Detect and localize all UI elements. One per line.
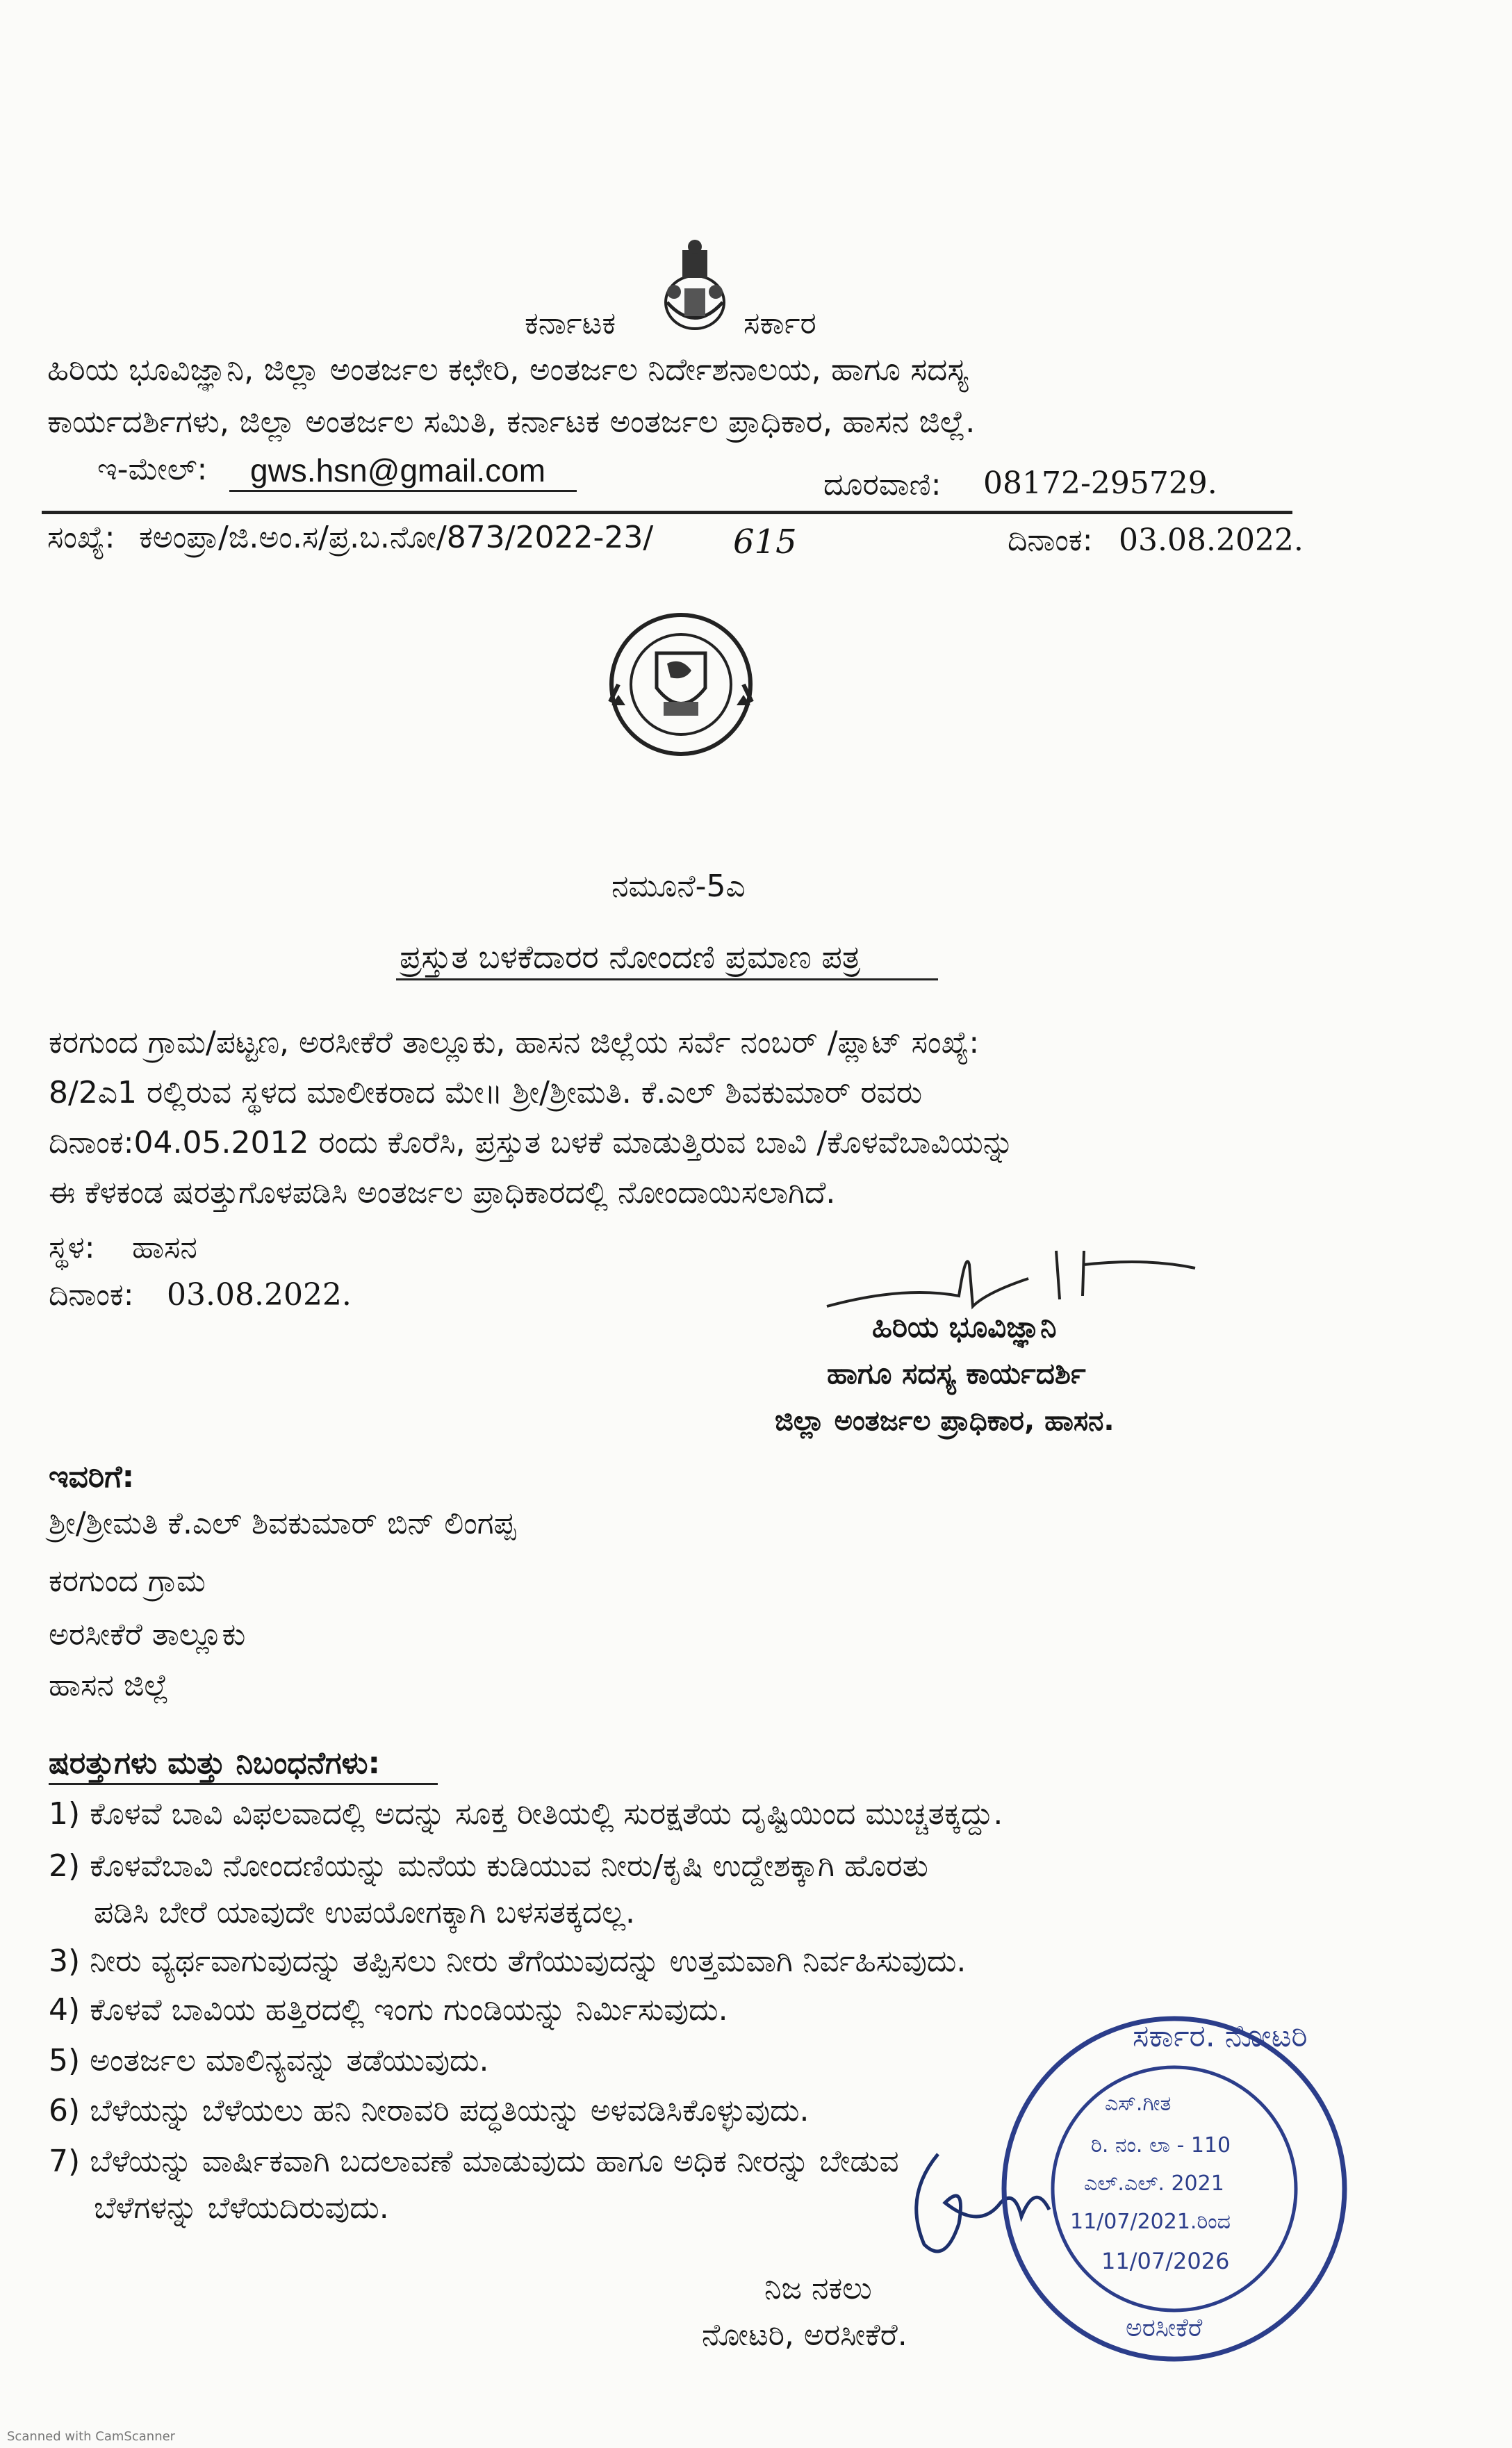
date-label: ದಿನಾಂಕ:	[1008, 523, 1093, 558]
condition-item: 7) ಬೆಳೆಯನ್ನು ವಾರ್ಷಿಕವಾಗಿ ಬದಲಾವಣೆ ಮಾಡುವುದು ಹಾಗೂ ಅಧಿಕ ನೀರನ್ನು ಬೇಡುವ	[49, 2144, 899, 2179]
groundwater-authority-logo-icon	[598, 605, 764, 764]
seal-year: ಎಲ್.ಎಲ್. 2021	[1084, 2171, 1224, 2196]
condition-item: 6) ಬೆಳೆಯನ್ನು ಬೆಳೆಯಲು ಹನಿ ನೀರಾವರಿ ಪದ್ಧತಿಯನ್ನು ಅಳವಡಿಸಿಕೊಳ್ಳುವುದು.	[49, 2093, 810, 2128]
body-line-4: ಈ ಕೆಳಕಂಡ ಷರತ್ತುಗೊಳಪಡಿಸಿ ಅಂತರ್ಜಲ ಪ್ರಾಧಿಕಾರದಲ್ಲಿ ನೋಂದಾಯಿಸಲಾಗಿದೆ.	[49, 1175, 836, 1210]
signatory-line-3: ಜಿಲ್ಲಾ ಅಂತರ್ಜಲ ಪ್ರಾಧಿಕಾರ, ಹಾಸನ.	[775, 1405, 1115, 1437]
body-date-label: ದಿನಾಂಕ:	[49, 1277, 134, 1313]
condition-item: 1) ಕೊಳವೆ ಬಾವಿ ವಿಫಲವಾದಲ್ಲಿ ಅದನ್ನು ಸೂಕ್ತ ರೀತಿಯಲ್ಲಿ ಸುರಕ್ಷತೆಯ ದೃಷ್ಟಿಯಿಂದ ಮುಚ್ಚತಕ್ಕದ್ದು.	[49, 1796, 1003, 1832]
email-link[interactable]: gws.hsn@gmail.com	[250, 452, 546, 488]
form-title: ಪ್ರಸ್ತುತ ಬಳಕೆದಾರರ ನೋಂದಣಿ ಪ್ರಮಾಣ ಪತ್ರ	[400, 938, 861, 976]
scanner-watermark: Scanned with CamScanner	[7, 2429, 176, 2444]
recipient-label: ಇವರಿಗೆ:	[49, 1459, 135, 1495]
ref-number: ಕಅಂಪ್ರಾ/ಜಿ.ಅಂ.ಸ/ಪ್ರ.ಬ.ನೋ/873/2022-23/	[139, 520, 654, 555]
attestation-true-copy: ನಿಜ ನಕಲು	[764, 2271, 872, 2306]
seal-ring-bottom: ಅರಸೀಕೆರೆ	[1126, 2314, 1203, 2342]
place-value: ಹಾಸನ	[132, 1230, 197, 1265]
form-title-underline	[396, 978, 938, 980]
ref-handwritten-number: 615	[733, 523, 797, 561]
body-line-1: ಕರಗುಂದ ಗ್ರಾಮ/ಪಟ್ಟಣ, ಅರಸೀಕೆರೆ ತಾಲ್ಲೂಕು, ಹಾಸನ ಜಿಲ್ಲೆಯ ಸರ್ವೆ ನಂಬರ್ /ಪ್ಲಾಟ್ ಸಂಖ್ಯೆ:	[49, 1025, 980, 1060]
condition-item: ಬೆಳೆಗಳನ್ನು ಬೆಳೆಯದಿರುವುದು.	[94, 2190, 389, 2226]
form-number: ನಮೂನೆ-5ಎ	[611, 869, 746, 904]
email-underline	[229, 490, 577, 492]
body-line-2: 8/2ಎ1 ರಲ್ಲಿರುವ ಸ್ಥಳದ ಮಾಲೀಕರಾದ ಮೇ॥ ಶ್ರೀ/ಶ್ರೀಮತಿ. ಕೆ.ಎಲ್ ಶಿವಕುಮಾರ್ ರವರು	[49, 1075, 923, 1110]
body-date-value: 03.08.2022.	[167, 1277, 352, 1313]
place-label: ಸ್ಥಳ:	[49, 1230, 95, 1265]
seal-valid-from: 11/07/2021.ರಿಂದ	[1070, 2210, 1231, 2234]
karnataka-emblem-icon	[646, 236, 743, 340]
recipient-taluk: ಅರಸೀಕೆರೆ ತಾಲ್ಲೂಕು	[49, 1617, 246, 1652]
ref-label: ಸಂಖ್ಯೆ:	[47, 520, 115, 555]
conditions-heading-underline	[49, 1783, 438, 1785]
recipient-name: ಶ್ರೀ/ಶ್ರೀಮತಿ ಕೆ.ಎಲ್ ಶಿವಕುಮಾರ್ ಬಿನ್ ಲಿಂಗಪ್ಪ	[49, 1506, 516, 1541]
gov-title-left: ಕರ್ನಾಟಕ	[525, 306, 616, 341]
seal-reg: ರಿ. ನಂ. ಲಾ - 110	[1091, 2133, 1231, 2158]
condition-item: 2) ಕೊಳವೆಬಾವಿ ನೋಂದಣಿಯನ್ನು ಮನೆಯ ಕುಡಿಯುವ ನೀರು/ಕೃಷಿ ಉದ್ದೇಶಕ್ಕಾಗಿ ಹೊರತು	[49, 1848, 928, 1884]
phone-label: ದೂರವಾಣಿ:	[823, 467, 942, 502]
seal-ring-top: ಸರ್ಕಾರ. ನೋಟರಿ	[1133, 2019, 1308, 2054]
phone-number: 08172-295729.	[983, 466, 1217, 501]
condition-item: ಪಡಿಸಿ ಬೇರೆ ಯಾವುದೇ ಉಪಯೋಗಕ್ಕಾಗಿ ಬಳಸತಕ್ಕದಲ್ಲ.	[94, 1895, 636, 1930]
email-label: ಇ-ಮೇಲ್:	[97, 452, 208, 487]
condition-item: 4) ಕೊಳವೆ ಬಾವಿಯ ಹತ್ತಿರದಲ್ಲಿ ಇಂಗು ಗುಂಡಿಯನ್ನು ನಿರ್ಮಿಸುವುದು.	[49, 1992, 728, 2028]
office-line-1: ಹಿರಿಯ ಭೂವಿಜ್ಞಾನಿ, ಜಿಲ್ಲಾ ಅಂತರ್ಜಲ ಕಛೇರಿ, ಅಂತರ್ಜಲ ನಿರ್ದೇಶನಾಲಯ, ಹಾಗೂ ಸದಸ್ಯ	[47, 351, 969, 388]
seal-valid-to: 11/07/2026	[1101, 2248, 1230, 2274]
header-divider	[42, 511, 1292, 514]
body-line-3: ದಿನಾಂಕ:04.05.2012 ರಂದು ಕೊರೆಸಿ, ಪ್ರಸ್ತುತ ಬಳಕೆ ಮಾಡುತ್ತಿರುವ ಬಾವಿ /ಕೊಳವೆಬಾವಿಯನ್ನು	[49, 1125, 1014, 1160]
signatory-line-2: ಹಾಗೂ ಸದಸ್ಯ ಕಾರ್ಯದರ್ಶಿ	[827, 1356, 1086, 1390]
seal-name: ಎಸ್.ಗೀತ	[1105, 2092, 1172, 2116]
condition-item: 3) ನೀರು ವ್ಯರ್ಥವಾಗುವುದನ್ನು ತಪ್ಪಿಸಲು ನೀರು ತೆಗೆಯುವುದನ್ನು ಉತ್ತಮವಾಗಿ ನಿರ್ವಹಿಸುವುದು.	[49, 1944, 967, 1979]
office-line-2: ಕಾರ್ಯದರ್ಶಿಗಳು, ಜಿಲ್ಲಾ ಅಂತರ್ಜಲ ಸಮಿತಿ, ಕರ್ನಾಟಕ ಅಂತರ್ಜಲ ಪ್ರಾಧಿಕಾರ, ಹಾಸನ ಜಿಲ್ಲೆ.	[47, 403, 976, 440]
gov-title-right: ಸರ್ಕಾರ	[743, 306, 816, 341]
attestation-notary: ನೋಟರಿ, ಅರಸೀಕೆರೆ.	[702, 2317, 907, 2353]
date-value: 03.08.2022.	[1119, 523, 1304, 558]
signatory-line-1: ಹಿರಿಯ ಭೂವಿಜ್ಞಾನಿ	[872, 1310, 1057, 1344]
recipient-village: ಕರಗುಂದ ಗ್ರಾಮ	[49, 1563, 206, 1599]
condition-item: 5) ಅಂತರ್ಜಲ ಮಾಲಿನ್ಯವನ್ನು ತಡೆಯುವುದು.	[49, 2043, 489, 2078]
conditions-heading: ಷರತ್ತುಗಳು ಮತ್ತು ನಿಬಂಧನೆಗಳು:	[49, 1745, 381, 1781]
recipient-district: ಹಾಸನ ಜಿಲ್ಲೆ	[49, 1668, 169, 1703]
